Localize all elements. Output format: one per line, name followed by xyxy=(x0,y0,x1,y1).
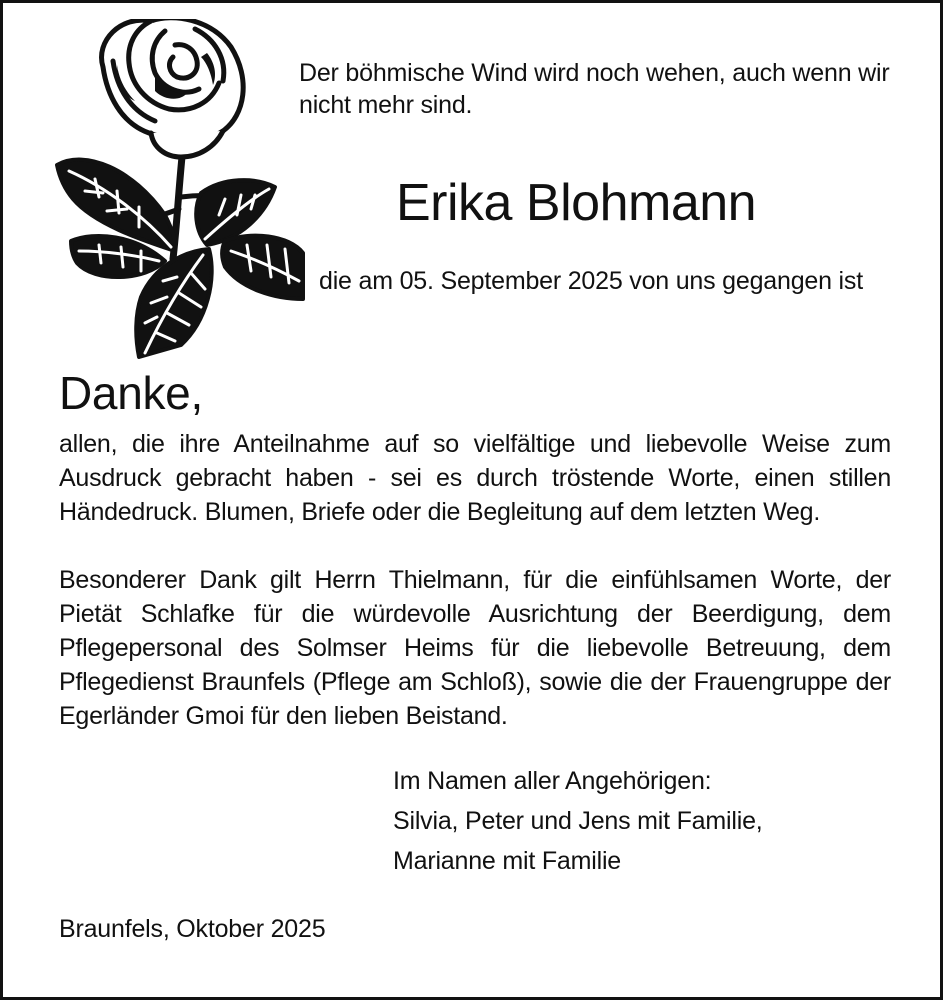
signature-intro: Im Namen aller Angehörigen: xyxy=(393,767,712,795)
rose-icon xyxy=(55,19,307,361)
thanks-heading: Danke, xyxy=(59,367,203,419)
place-and-date: Braunfels, Oktober 2025 xyxy=(59,915,326,943)
passing-date-line: die am 05. September 2025 von uns gegangen ist xyxy=(319,267,863,295)
deceased-name: Erika Blohmann xyxy=(396,174,757,232)
special-thanks-paragraph: Besonderer Dank gilt Herrn Thielmann, für die einfühlsamen Worte, der Pietät Schlafke für die würdevolle Ausrichtung der Beerdigung, dem Pflegepersonal des Solmser Heims für die liebevolle Betreuung, dem Pflegedienst Braunfels (Pflege am Schloß), sowie die der Frauengruppe der Egerländer Gmoi für den lieben Beistand. xyxy=(59,566,891,730)
thanks-paragraph: allen, die ihre Anteilnahme auf so vielfältige und liebevolle Weise zum Ausdruck gebracht haben - sei es durch tröstende Worte, einen stillen Händedruck. Blumen, Briefe oder die Begleitung auf dem letzten Weg. xyxy=(59,430,891,526)
signature-block xyxy=(393,761,763,881)
signature-line: Silvia, Peter und Jens mit Familie, xyxy=(393,807,763,835)
memorial-quote: Der böhmische Wind wird noch wehen, auch wenn wir nicht mehr sind. xyxy=(299,59,890,119)
signature-line: Marianne mit Familie xyxy=(393,847,622,875)
